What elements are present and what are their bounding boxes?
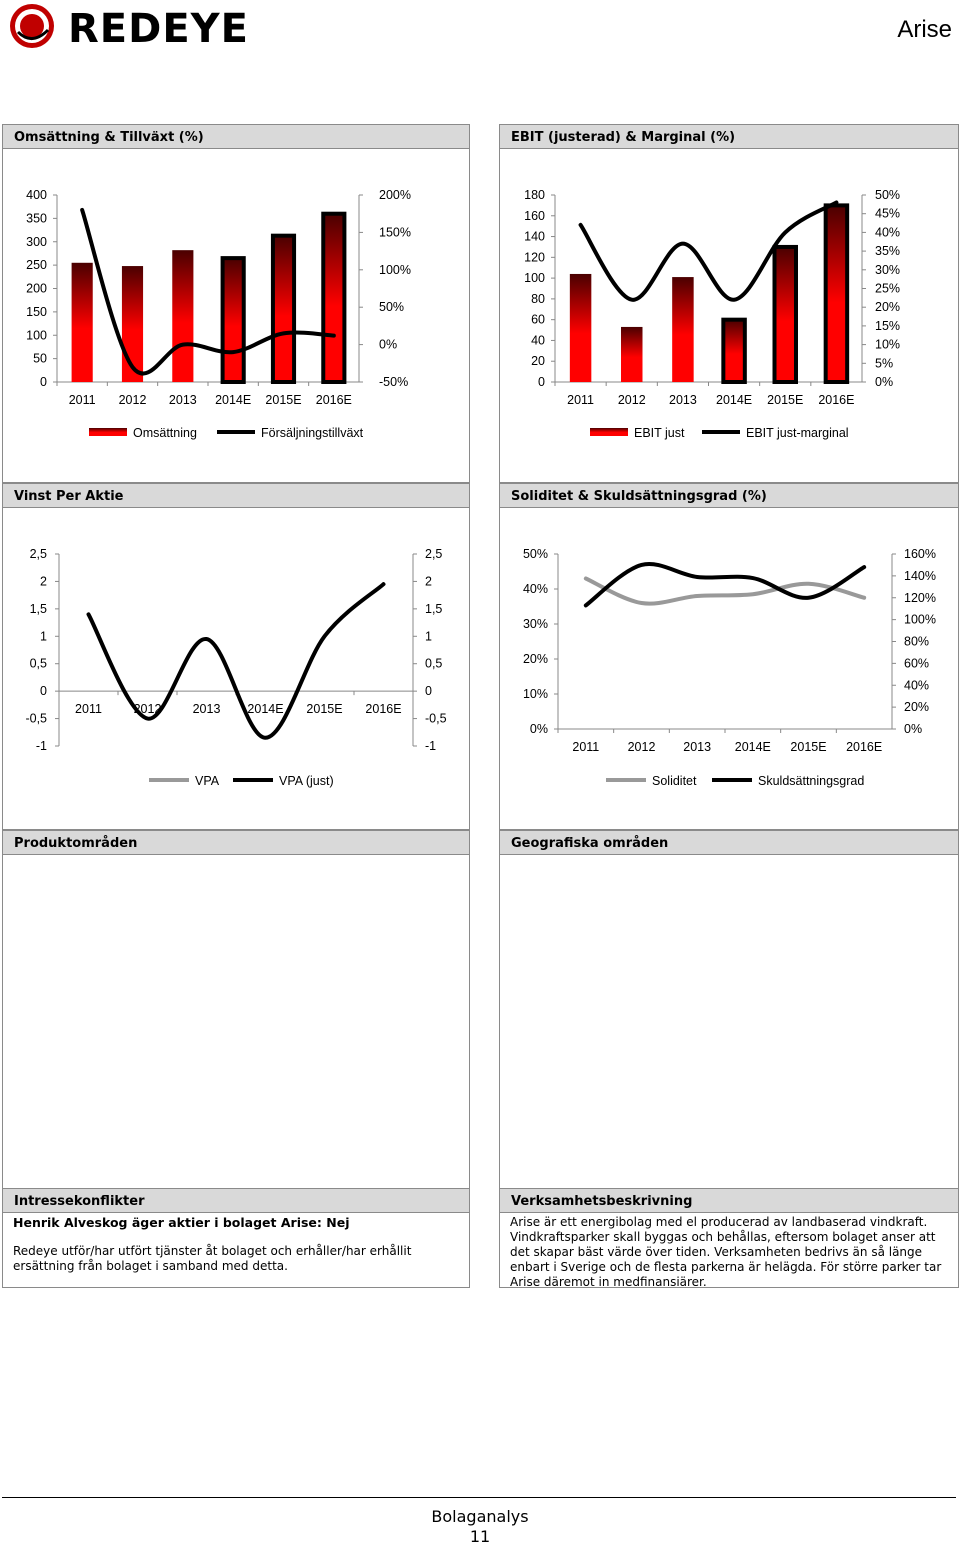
y-tick-label-right: 2 xyxy=(425,574,432,589)
bar xyxy=(223,258,244,382)
y-tick-label-right: 20% xyxy=(875,300,901,315)
bar xyxy=(826,205,847,382)
bar xyxy=(323,214,344,382)
y-tick-label-right: 0% xyxy=(379,337,398,352)
services-statement: Redeye utför/har utfört tjänster åt bolaget och erhåller/har erhållit ersättning från bolaget i samband med detta. xyxy=(13,1244,412,1273)
panel-title: Produktområden xyxy=(3,831,469,855)
company-name: Arise xyxy=(897,16,952,43)
y-tick-label-right: 160% xyxy=(904,547,936,561)
bar xyxy=(672,277,693,382)
panel-title: Geografiska områden xyxy=(500,831,958,855)
bar xyxy=(775,247,796,382)
y-tick-label-right: 120% xyxy=(904,590,936,605)
y-tick-label-left: 2,5 xyxy=(29,547,47,561)
x-tick-label: 2011 xyxy=(567,393,595,407)
panel-title: Omsättning & Tillväxt (%) xyxy=(3,125,469,149)
x-tick-label: 2014E xyxy=(734,740,771,754)
y-tick-label-left: 10% xyxy=(522,687,548,701)
panel-produktomraden xyxy=(2,830,470,1189)
legend-label: VPA xyxy=(195,774,220,788)
chart-ebit xyxy=(500,125,958,482)
y-tick-label-right: 100% xyxy=(379,262,411,277)
y-tick-label-right: 25% xyxy=(875,281,901,296)
y-tick-label-right: 30% xyxy=(875,262,901,277)
y-tick-label-left: 0,5 xyxy=(29,656,47,671)
y-tick-label-left: 20% xyxy=(522,652,548,666)
y-tick-label-left: 400 xyxy=(26,188,47,202)
legend-label: Omsättning xyxy=(133,426,197,440)
y-tick-label-right: 5% xyxy=(875,356,894,371)
y-tick-label-left: 100 xyxy=(26,328,47,343)
y-tick-label-right: -50% xyxy=(379,375,409,389)
y-tick-label-left: 40 xyxy=(531,333,545,348)
panel-title: EBIT (justerad) & Marginal (%) xyxy=(500,125,958,149)
legend-label: EBIT just-marginal xyxy=(746,426,849,440)
series-line xyxy=(581,202,837,299)
y-tick-label-left: 160 xyxy=(524,208,545,223)
y-tick-label-right: -1 xyxy=(425,739,437,753)
panel-title: Verksamhetsbeskrivning xyxy=(500,1189,958,1213)
x-tick-label: 2013 xyxy=(168,393,197,407)
y-tick-label-right: 1,5 xyxy=(425,601,443,616)
chart-vpa xyxy=(3,484,469,829)
x-tick-label: 2015E xyxy=(790,740,827,754)
panel-soliditet xyxy=(499,483,959,830)
y-tick-label-right: 10% xyxy=(875,337,901,352)
x-tick-label: 2015E xyxy=(306,702,343,716)
logo-text: REDEYE xyxy=(68,6,249,50)
x-tick-label: 2016E xyxy=(846,740,883,754)
legend-swatch xyxy=(89,428,127,436)
page-number: 11 xyxy=(469,1527,491,1543)
x-tick-label: 2012 xyxy=(118,393,147,407)
chart-omsattning xyxy=(3,125,469,482)
panel-intressekonflikter xyxy=(2,1188,470,1288)
series-line xyxy=(82,210,334,374)
legend-label: VPA (just) xyxy=(279,774,334,788)
y-tick-label-right: 0% xyxy=(904,722,923,736)
bar xyxy=(570,274,591,382)
y-tick-label-left: 20 xyxy=(531,354,545,369)
y-tick-label-left: 0 xyxy=(40,684,47,699)
y-tick-label-right: 40% xyxy=(875,225,901,240)
panel-verksamhet xyxy=(499,1188,959,1288)
bar xyxy=(72,263,93,382)
y-tick-label-right: 200% xyxy=(379,188,411,202)
y-tick-label-left: 80 xyxy=(531,291,545,306)
y-tick-label-right: 2,5 xyxy=(425,547,443,561)
x-tick-label: 2016E xyxy=(818,393,855,407)
panel-title: Vinst Per Aktie xyxy=(3,484,469,508)
y-tick-label-right: 45% xyxy=(875,206,901,221)
footer-label: Bolaganalys xyxy=(431,1507,529,1526)
x-tick-label: 2015E xyxy=(767,393,804,407)
y-tick-label-right: 20% xyxy=(904,700,930,715)
y-tick-label-left: 40% xyxy=(522,582,548,596)
y-tick-label-right: 15% xyxy=(875,318,901,333)
y-tick-label-left: 2 xyxy=(40,574,47,589)
bar xyxy=(621,327,642,382)
y-tick-label-right: -0,5 xyxy=(425,711,447,726)
legend-swatch xyxy=(590,428,628,436)
legend-label: EBIT just xyxy=(634,426,685,440)
x-tick-label: 2011 xyxy=(68,393,96,407)
y-tick-label-left: 250 xyxy=(26,258,47,273)
legend-label: Soliditet xyxy=(652,774,697,788)
x-tick-label: 2015E xyxy=(265,393,302,407)
y-tick-label-right: 60% xyxy=(904,656,930,671)
y-tick-label-left: 350 xyxy=(26,211,47,226)
y-tick-label-left: 0% xyxy=(529,722,548,736)
panel-title: Soliditet & Skuldsättningsgrad (%) xyxy=(500,484,958,508)
y-tick-label-right: 35% xyxy=(875,244,901,259)
y-tick-label-right: 80% xyxy=(904,634,930,649)
y-tick-label-right: 140% xyxy=(904,568,936,583)
x-tick-label: 2013 xyxy=(683,740,712,754)
x-tick-label: 2012 xyxy=(133,702,162,716)
bar xyxy=(273,236,294,382)
y-tick-label-left: 150 xyxy=(26,304,47,319)
y-tick-label-left: 120 xyxy=(524,250,545,265)
x-tick-label: 2011 xyxy=(572,740,600,754)
chart-soliditet xyxy=(500,484,958,829)
x-tick-label: 2016E xyxy=(365,702,402,716)
y-tick-label-left: 180 xyxy=(524,188,545,202)
bar xyxy=(172,250,193,382)
y-tick-label-left: 50% xyxy=(522,547,548,561)
y-tick-label-right: 0% xyxy=(875,375,894,389)
y-tick-label-left: 100 xyxy=(524,271,545,286)
y-tick-label-right: 150% xyxy=(379,225,411,240)
y-tick-label-left: 50 xyxy=(33,351,47,366)
x-tick-label: 2014E xyxy=(716,393,753,407)
series-line xyxy=(586,579,864,604)
panel-ebit xyxy=(499,124,959,483)
redeye-logo xyxy=(8,2,268,50)
legend-label: Skuldsättningsgrad xyxy=(758,774,865,788)
y-tick-label-left: -0,5 xyxy=(25,711,47,726)
y-tick-label-left: 30% xyxy=(522,617,548,631)
x-tick-label: 2012 xyxy=(627,740,656,754)
x-tick-label: 2011 xyxy=(75,702,102,716)
y-tick-label-right: 1 xyxy=(425,629,432,644)
y-tick-label-left: 60 xyxy=(531,312,545,327)
y-tick-label-left: 300 xyxy=(26,234,47,249)
x-tick-label: 2014E xyxy=(247,702,284,716)
y-tick-label-right: 0 xyxy=(425,684,432,699)
y-tick-label-right: 50% xyxy=(379,300,405,315)
y-tick-label-left: -1 xyxy=(35,739,47,753)
bar xyxy=(723,320,744,382)
y-tick-label-left: 140 xyxy=(524,229,545,244)
panel-title: Intressekonflikter xyxy=(3,1189,469,1213)
x-tick-label: 2012 xyxy=(617,393,646,407)
business-description: Arise är ett energibolag med el producerad av landbaserad vindkraft. Vindkraftsparker skall byggas och behållas, eftersom bolaget anser att det skapar bäst värde över tiden. Verksamheten bedrivs än så länge enbart i Sverige och de flesta parkerna är helägda. För större parker tar Arise däremot in medfinansiärer. xyxy=(510,1215,942,1289)
holdings-statement: Henrik Alveskog äger aktier i bolaget Arise: Nej xyxy=(13,1215,350,1230)
y-tick-label-right: 40% xyxy=(904,678,930,693)
y-tick-label-left: 1 xyxy=(40,629,47,644)
panel-omsattning xyxy=(2,124,470,483)
y-tick-label-right: 50% xyxy=(875,188,901,202)
x-tick-label: 2016E xyxy=(315,393,352,407)
x-tick-label: 2013 xyxy=(192,702,221,716)
y-tick-label-right: 0,5 xyxy=(425,656,443,671)
y-tick-label-left: 0 xyxy=(538,375,545,389)
y-tick-label-right: 100% xyxy=(904,612,936,627)
footer-divider xyxy=(2,1497,956,1498)
y-tick-label-left: 200 xyxy=(26,281,47,296)
x-tick-label: 2013 xyxy=(669,393,697,407)
y-tick-label-left: 1,5 xyxy=(29,601,47,616)
panel-geografiska xyxy=(499,830,959,1189)
y-tick-label-left: 0 xyxy=(40,375,47,389)
legend-label: Försäljningstillväxt xyxy=(261,426,364,440)
x-tick-label: 2014E xyxy=(215,393,252,407)
panel-vpa xyxy=(2,483,470,830)
